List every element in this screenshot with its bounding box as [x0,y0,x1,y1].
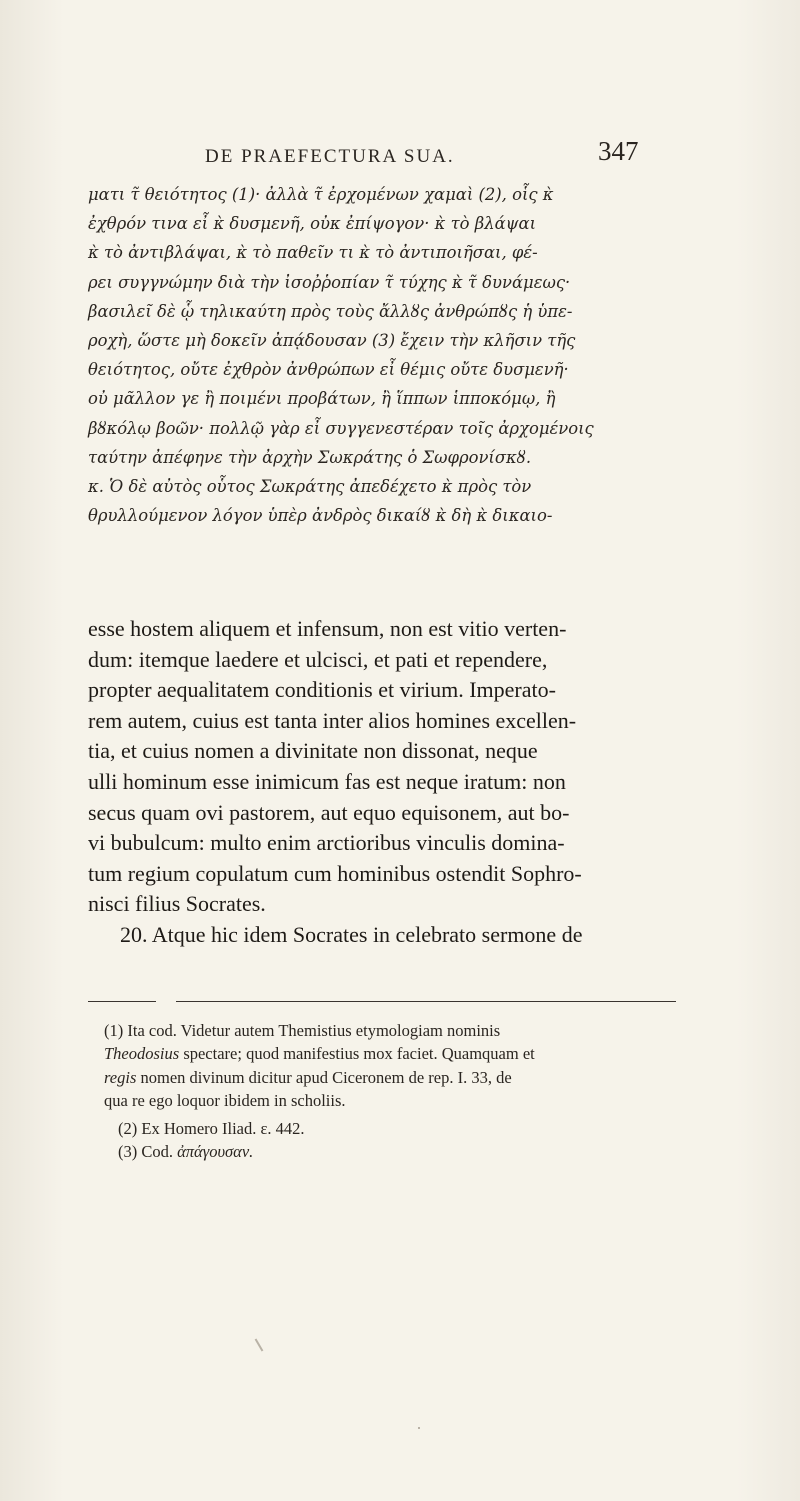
greek-line: κ. Ὁ δὲ αὐτὸς οὗτος Σωκράτης ἀπεδέχετο κ̀ πρὸς τὸν [88,477,532,497]
running-head [205,136,705,176]
latin-line: vi bubulcum: multo enim arctioribus vinculis domina- [88,830,565,856]
greek-line: θειότητος, οὔτε ἐχθρὸν ἀνθρώπων εἶ θέμις οὔτε δυσμενῆ· [88,360,569,380]
footnote-1-line [104,1066,684,1089]
footnote-rule-long [176,1001,676,1002]
footnote-3 [104,1140,684,1163]
latin-line: propter aequalitatem conditionis et virium. Imperato- [88,677,556,703]
latin-translation-block [88,614,688,951]
footnotes [104,1019,684,1163]
latin-line: nisci filius Socrates. [88,891,266,917]
footnote-3-greek: ἀπάγουσαν. [177,1142,254,1162]
footnote-text: nomen divinum dicitur apud Ciceronem de rep. I. 33, de [136,1067,512,1087]
footnote-1-line: qua re ego loquor ibidem in scholiis. [104,1091,346,1111]
footnote-text: spectare; quod manifestius mox faciet. Quamquam et [179,1044,535,1064]
greek-line: ρει συγγνώμην διὰ τὴν ἰσοῤῥοπίαν τ̃ τύχης κ̀ τ̃ δυνάμεως· [88,272,571,292]
footnote-1-line: (1) Ita cod. Videtur autem Themistius etymologiam nominis [104,1021,501,1040]
page-number: 347 [598,136,639,166]
latin-line: dum: itemque laedere et ulcisci, et pati et rependere, [88,646,548,672]
greek-line: ματι τ̃ θειότητος (1)· ἀλλὰ τ̃ ἐρχομένων χαμαὶ (2), οἷς κ̀ [88,185,554,204]
footnote-italic-word: regis [104,1067,137,1087]
latin-line: ulli hominum esse inimicum fas est neque iratum: non [88,768,566,794]
footnote-italic-word: Theodosius [104,1044,180,1064]
greek-line: θρυλλούμενον λόγον ὑπὲρ ἀνδρὸς δικαίȣ κ̀ δὴ κ̀ δικαιο- [88,506,553,526]
footnote-2: (2) Ex Homero Iliad. ε. 442. [118,1118,305,1138]
greek-line: βασιλεῖ δὲ ᾧ τηλικαύτη πρὸς τοὺς ἄλλȣς ἀνθρώπȣς ἡ ὑπε- [88,301,573,321]
footnote-3-label: (3) Cod. [118,1142,178,1162]
latin-line: esse hostem aliquem et infensum, non est vitio verten- [88,616,567,641]
greek-line: ἐχθρόν τινα εἶ κ̀ δυσμενῆ, οὐκ ἐπίψογον· κ̀ τὸ βλάψαι [88,214,537,234]
greek-line: κ̀ τὸ ἀντιβλάψαι, κ̀ τὸ παθεῖν τι κ̀ τὸ ἀντιποιῆσαι, φέ- [88,243,538,263]
latin-line: 20. Atque hic idem Socrates in celebrato sermone de [120,921,583,947]
greek-line: βȣκόλῳ βοῶν· πολλῷ γὰρ εἶ συγγενεστέραν τοῖς ἀρχομένοις [88,418,594,438]
greek-text-block [88,180,678,530]
latin-line: tum regium copulatum cum hominibus ostendit Sophro- [88,860,582,886]
latin-line: secus quam ovi pastorem, aut equo equisonem, aut bo- [88,799,570,825]
latin-line: rem autem, cuius est tanta inter alios homines excellen- [88,707,577,733]
footnote-1-line [104,1042,684,1065]
running-title: DE PRAEFECTURA SUA. [205,146,455,167]
greek-line: ταύτην ἀπέφηνε τὴν ἀρχὴν Σωκράτης ὁ Σωφρονίσκȣ. [88,447,532,467]
greek-line: ροχὴ, ὥστε μὴ δοκεῖν ἀπᾴδουσαν (3) ἔχειν τὴν κλῆσιν τῆς [88,331,576,351]
paper-speck [418,1427,420,1429]
greek-line: οὐ μᾶλλον γε ἢ ποιμένι προβάτων, ἢ ἵππων ἱπποκόμῳ, ἢ [88,389,556,409]
footnote-rule-short [88,1001,156,1002]
latin-line: tia, et cuius nomen a divinitate non dissonat, neque [88,738,538,764]
paper-speck [255,1338,264,1351]
